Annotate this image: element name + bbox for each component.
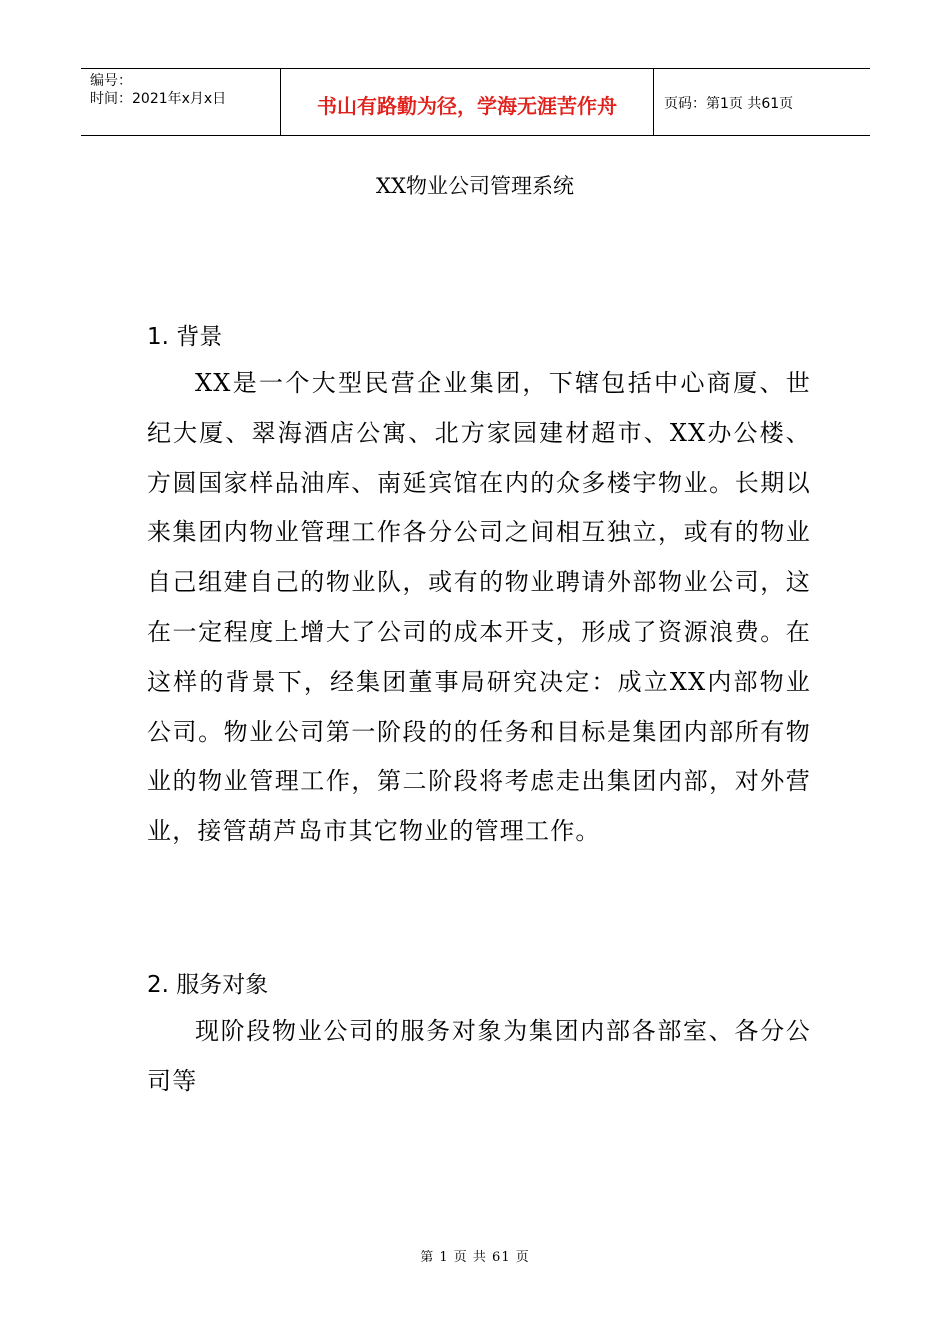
- page-header: [81, 68, 870, 136]
- section-heading-background: 1. 背景: [147, 324, 223, 350]
- section-heading-service-targets: 2. 服务对象: [147, 972, 269, 998]
- section-body-background: XX是一个大型民营企业集团，下辖包括中心商厦、世纪大厦、翠海酒店公寓、北方家园建材超市、XX办公楼、方圆国家样品油库、南延宾馆在内的众多楼宇物业。长期以来集团内物业管理工作各分公司之间相互独立，或有的物业自己组建自己的物业队，或有的物业聘请外部物业公司，这在一定程度上增大了公司的成本开支，形成了资源浪费。在这样的背景下，经集团董事局研究决定：成立XX内部物业公司。物业公司第一阶段的的任务和目标是集团内部所有物业的物业管理工作，第二阶段将考虑走出集团内部，对外营业，接管葫芦岛市其它物业的管理工作。: [147, 369, 811, 846]
- header-motto: 书山有路勤为径，学海无涯苦作舟: [281, 69, 654, 135]
- header-page-info: 页码：第1页 共61页: [664, 96, 794, 112]
- document-date-label: 时间：2021年x月x日: [90, 91, 227, 107]
- section-body-service-targets: 现阶段物业公司的服务对象为集团内部各部室、各分公司等: [147, 1017, 811, 1095]
- document-number-label: 编号：: [90, 73, 132, 89]
- header-meta: [81, 69, 281, 135]
- document-title: XX物业公司管理系统: [376, 174, 574, 198]
- page-footer: 第 1 页 共 61 页: [420, 1250, 530, 1265]
